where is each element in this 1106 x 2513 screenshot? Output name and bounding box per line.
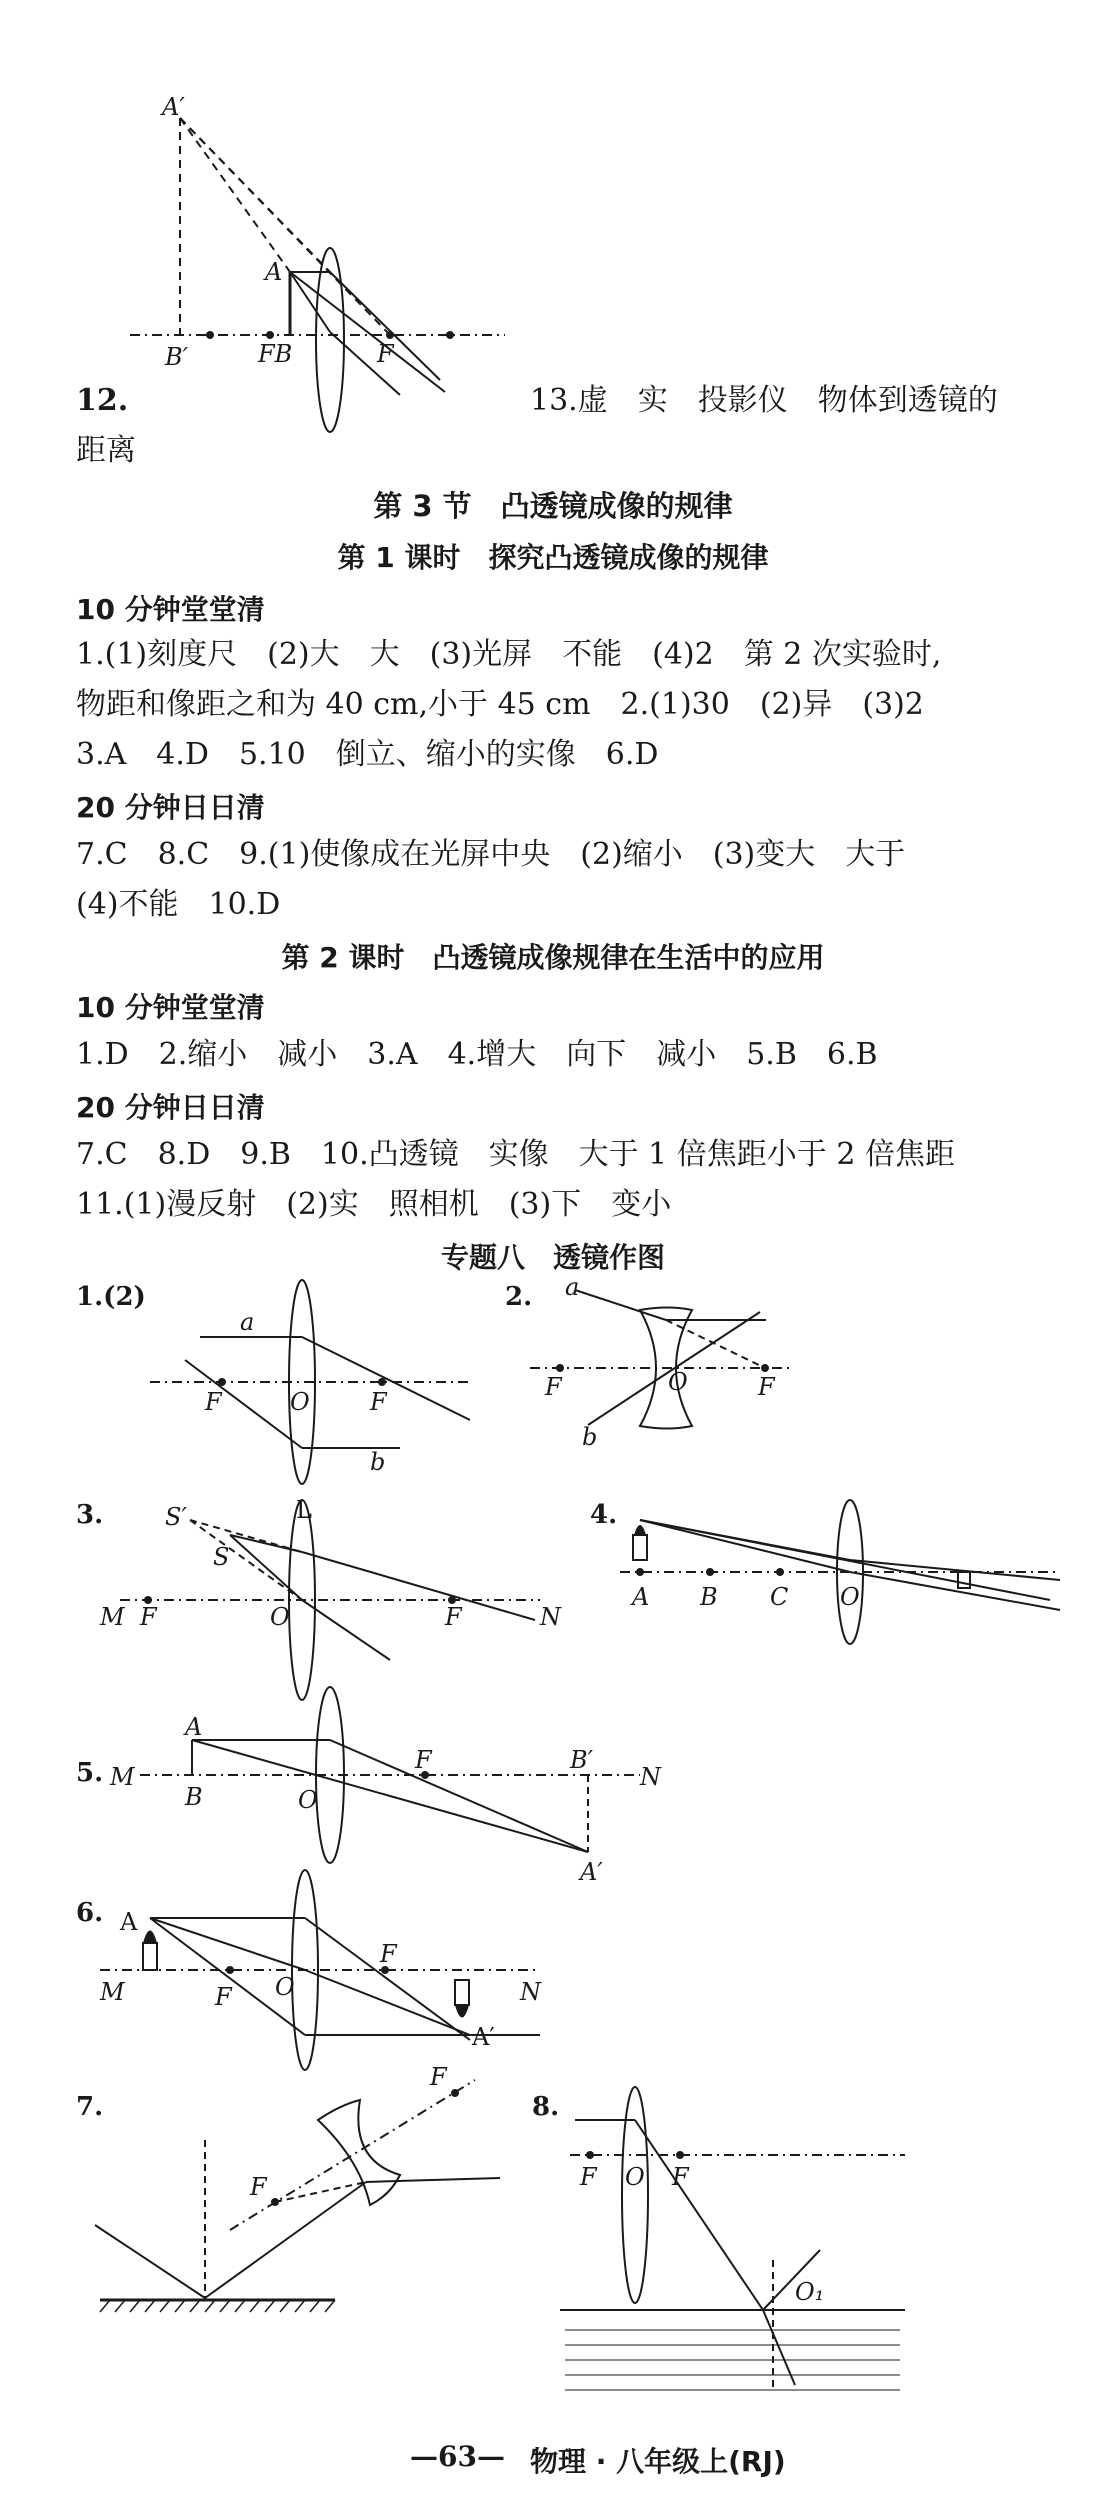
label: S′ (165, 1503, 187, 1531)
answer-line: 7.C 8.D 9.B 10.凸透镜 实像 大于 1 倍焦距小于 2 倍焦距 (76, 1137, 955, 1172)
label: M (110, 1763, 135, 1791)
fig-number: 1.(2) (76, 1282, 146, 1312)
label: A (185, 1713, 203, 1741)
label: O (275, 1973, 295, 2001)
section-title: 第 3 节 凸透镜成像的规律 (373, 489, 733, 523)
label: C (770, 1583, 789, 1611)
label: S (213, 1543, 230, 1571)
label: F (215, 1983, 232, 2011)
label: O (668, 1368, 688, 1396)
label: B (185, 1783, 203, 1811)
label: L (296, 1496, 312, 1524)
answer-line: 1.(1)刻度尺 (2)大 大 (3)光屏 不能 (4)2 第 2 次实验时, (76, 637, 942, 672)
label: B′ (165, 343, 189, 371)
q13-answer-cont: 距离 (76, 433, 136, 468)
q12-number: 12. (76, 383, 129, 418)
label: O (840, 1583, 860, 1611)
fig-number: 8. (532, 2092, 560, 2122)
label: F (140, 1603, 157, 1631)
label: F (250, 2173, 267, 2201)
label: A (265, 258, 283, 286)
label: F (377, 340, 394, 368)
lesson1-part2-title: 20 分钟日日清 (76, 791, 265, 824)
label: F (672, 2163, 689, 2191)
lesson1-title: 第 1 课时 探究凸透镜成像的规律 (337, 541, 769, 574)
label: FB (258, 340, 293, 368)
answer-line: (4)不能 10.D (76, 887, 281, 922)
label: F (380, 1940, 397, 1968)
answer-line: 7.C 8.C 9.(1)使像成在光屏中央 (2)缩小 (3)变大 大于 (76, 837, 906, 872)
label: N (520, 1978, 541, 2006)
label: b (370, 1448, 386, 1476)
label: M (100, 1978, 125, 2006)
label: b (582, 1423, 598, 1451)
label: O (298, 1786, 318, 1814)
lesson2-part1-title: 10 分钟堂堂清 (76, 991, 265, 1024)
label: O₁ (795, 2278, 825, 2306)
label: B (700, 1583, 718, 1611)
label: O (290, 1388, 310, 1416)
label: F (758, 1373, 775, 1401)
label: F (205, 1388, 222, 1416)
label: M (100, 1603, 125, 1631)
answer-line: 1.D 2.缩小 减小 3.A 4.增大 向下 减小 5.B 6.B (76, 1037, 878, 1072)
label: F (370, 1388, 387, 1416)
lesson2-title: 第 2 课时 凸透镜成像规律在生活中的应用 (281, 941, 825, 974)
label: O (270, 1603, 290, 1631)
label: a (565, 1273, 580, 1301)
fig-number: 2. (505, 1282, 533, 1312)
footer-subject: 物理 · 八年级上(RJ) (530, 2445, 786, 2478)
label: a (240, 1308, 255, 1336)
answer-line: 3.A 4.D 5.10 倒立、缩小的实像 6.D (76, 737, 659, 772)
fig-number: 7. (76, 2092, 104, 2122)
label: A′ (162, 93, 185, 121)
label: O (625, 2163, 645, 2191)
label: F (415, 1746, 432, 1774)
q13-answer: 13.虚 实 投影仪 物体到透镜的 (530, 383, 998, 418)
label: F (545, 1373, 562, 1401)
fig-number: 3. (76, 1500, 104, 1530)
lesson1-part1-title: 10 分钟堂堂清 (76, 593, 265, 626)
label: A (632, 1583, 650, 1611)
fig-number: 6. (76, 1898, 104, 1928)
page-number: —63— (410, 2440, 505, 2473)
topic8-title: 专题八 透镜作图 (440, 1241, 665, 1274)
label: A (120, 1908, 138, 1936)
label: F (580, 2163, 597, 2191)
label: F (430, 2063, 447, 2091)
label: N (540, 1603, 561, 1631)
label: A′ (472, 2023, 495, 2051)
lesson2-part2-title: 20 分钟日日清 (76, 1091, 265, 1124)
label: B′ (570, 1746, 594, 1774)
answer-line: 11.(1)漫反射 (2)实 照相机 (3)下 变小 (76, 1187, 672, 1222)
label: N (640, 1763, 661, 1791)
fig-number: 5. (76, 1758, 104, 1788)
label: A′ (580, 1858, 603, 1886)
answer-line: 物距和像距之和为 40 cm,小于 45 cm 2.(1)30 (2)异 (3)2 (76, 687, 924, 722)
label: F (445, 1603, 462, 1631)
fig-number: 4. (590, 1500, 618, 1530)
